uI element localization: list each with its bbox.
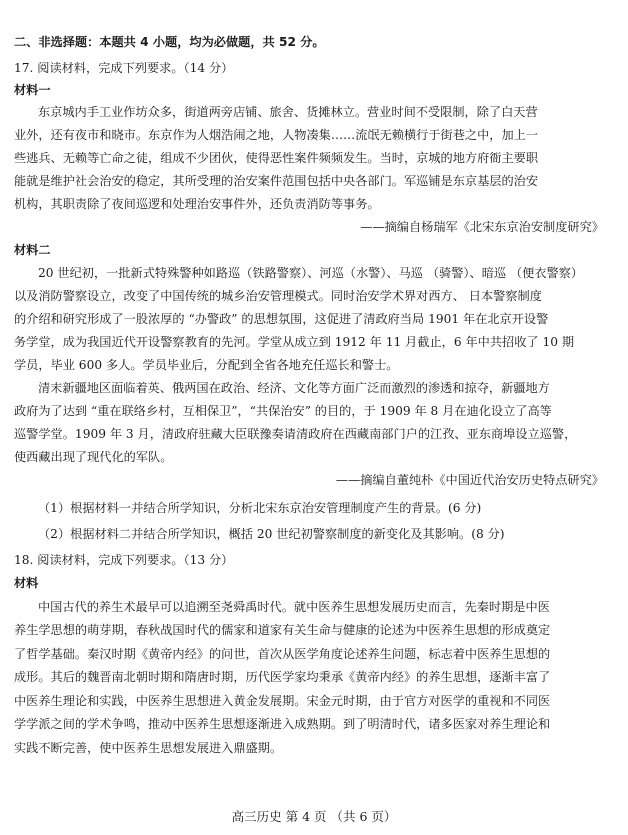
q17-material2-line: 20 世纪初，一批新式特殊警种如路巡（铁路警察）、河巡（水警）、马巡 （骑警）、暗巡 （便衣警察） <box>38 266 584 280</box>
q17-sub-question-2: （2）根据材料二并结合所学知识，概括 20 世纪初警察制度的新变化及其影响。(8 分) <box>38 527 505 541</box>
q18-material-line: 中医养生理论和实践，中医养生思想进入黄金发展期。宋金元时期，由于官方对医学的重视和不同医 <box>14 694 551 708</box>
q17-material1-line: 些逃兵、无赖等亡命之徒，组成不少团伙，使得恶性案件频频发生。当时，京城的地方府衙主要职 <box>14 151 539 165</box>
q17-material1-line: 业外，还有夜市和晓市。东京作为人烟浩闹之地，人物凑集……流氓无赖横行于街巷之中，加上一 <box>14 128 539 142</box>
q18-material-line: 成形。其后的魏晋南北朝时期和隋唐时期，历代医学家均秉承《黄帝内经》的养生思想，逐渐丰富了 <box>14 670 551 684</box>
q17-material2-line: 以及消防警察设立，改变了中国传统的城乡治安管理模式。同时治安学术界对西方、 日本警察制度 <box>14 289 542 303</box>
q17-material1-line: 机构，其职责除了夜间巡逻和处理治安事件外，还负责消防等事务。 <box>14 197 380 211</box>
q18-material-line: 学学派之间的学术争鸣，推动中医养生思想逐渐进入成熟期。到了明清时代，诸多医家对养生理论和 <box>14 717 551 731</box>
q18-material-line: 了哲学基础。秦汉时期《黄帝内经》的问世，首次从医学角度论述养生问题，标志着中医养生思想的 <box>14 647 551 661</box>
q17-material2-line: 清末新疆地区面临着英、俄两国在政治、经济、文化等方面广泛而激烈的渗透和掠夺，新疆地方 <box>38 381 550 395</box>
q18-title: 18. 阅读材料，完成下列要求。（13 分） <box>14 553 234 567</box>
q18-material-line: 中国古代的养生术最早可以追溯至尧舜禹时代。就中医养生思想发展历史而言，先秦时期是中医 <box>38 600 550 614</box>
q18-material-label: 材料 <box>14 576 39 590</box>
q17-material1-source: ——摘编自杨瑞军《北宋东京治安制度研究》 <box>360 220 604 234</box>
q17-material2-line: 巡警学堂。1909 年 3 月，清政府驻藏大臣联豫奏请清政府在西藏南部门户的江孜、亚东商埠设立巡警， <box>14 427 577 441</box>
q17-material1-line: 能就是维护社会治安的稳定，其所受理的治安案件范围包括中央各部门。军巡铺是东京基层的治安 <box>14 174 539 188</box>
q17-title: 17. 阅读材料，完成下列要求。（14 分） <box>14 61 234 75</box>
q17-material2-label: 材料二 <box>14 243 51 257</box>
page-footer: 高三历史 第 4 页 （共 6 页） <box>231 809 397 824</box>
section-heading: 二、非选择题：本题共 4 小题，均为必做题，共 52 分。 <box>14 35 325 49</box>
q17-material1-line: 东京城内手工业作坊众多，街道两旁店铺、旅舍、货摊林立。营业时间不受限制，除了白天营 <box>38 105 538 119</box>
q18-material-line: 实践不断完善，使中医养生思想发展进入鼎盛期。 <box>14 741 283 755</box>
q17-material2-source: ——摘编自董纯朴《中国近代治安历史特点研究》 <box>335 473 604 487</box>
q17-material2-line: 学员，毕业 600 多人。学员毕业后，分配到全省各地充任巡长和警士。 <box>14 358 399 372</box>
q17-material2-line: 务学堂，成为我国近代开设警察教育的先河。学堂从成立到 1912 年 11 月截止，6 年中共招收了 10 期 <box>14 335 575 349</box>
q17-material1-label: 材料一 <box>14 83 51 97</box>
q17-material2-line: 的介绍和研究形成了一股浓厚的 “办警政” 的思想氛围，这促进了清政府当局 1901 年在北京开设警 <box>14 312 549 326</box>
q18-material-line: 养生学思想的萌芽期，春秋战国时代的儒家和道家有关生命与健康的论述为中医养生思想的形成奠定 <box>14 623 551 637</box>
q17-material2-line: 使西藏出现了现代化的军队。 <box>14 450 173 464</box>
q17-material2-line: 政府为了达到 “重在联络乡村，互相保卫”，“共保治安” 的目的，于 1909 年 8 月在迪化设立了高等 <box>14 404 552 418</box>
q17-sub-question-1: （1）根据材料一并结合所学知识，分析北宋东京治安管理制度产生的背景。(6 分) <box>38 501 482 515</box>
